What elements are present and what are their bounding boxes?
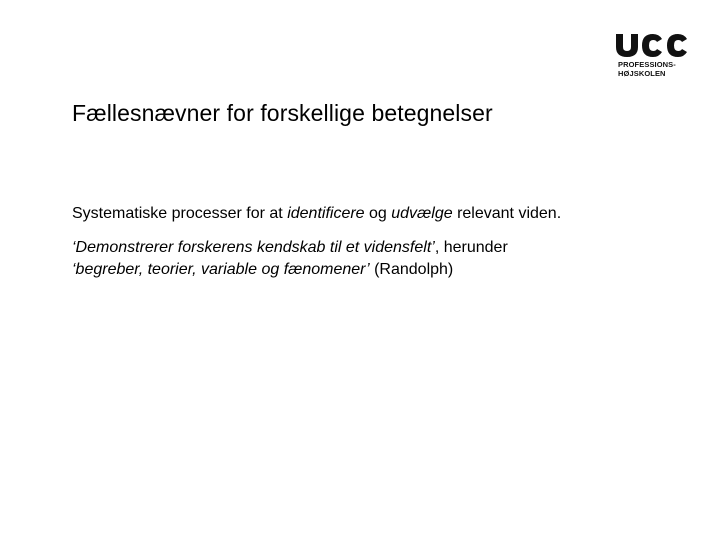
paragraph-2 [72, 237, 682, 281]
slide-title: Fællesnævner for forskellige betegnelser [72, 100, 493, 126]
p2-quote-2: ‘begreber, teorier, variable og fænomener’ [72, 261, 370, 278]
p1-text-c: og [364, 205, 392, 222]
logo-line-1: PROFESSIONS- [618, 60, 676, 69]
p1-text-a: Systematiske processer for at [72, 205, 288, 222]
p1-emphasis-udvaelge: udvælge [391, 205, 453, 222]
ucc-logo-mark [612, 30, 692, 58]
p2-citation: (Randolph) [369, 261, 454, 278]
paragraph-1 [72, 203, 682, 225]
ucc-logo [612, 30, 708, 86]
p2-text-b: , herunder [434, 239, 508, 256]
slide-body [72, 203, 682, 293]
p2-quote-1: ‘Demonstrerer forskerens kendskab til et vidensfelt’ [72, 239, 435, 256]
p1-emphasis-identificere: identificere [287, 205, 365, 222]
p1-text-e: relevant viden. [452, 205, 562, 222]
logo-line-2: HØJSKOLEN [618, 69, 666, 78]
